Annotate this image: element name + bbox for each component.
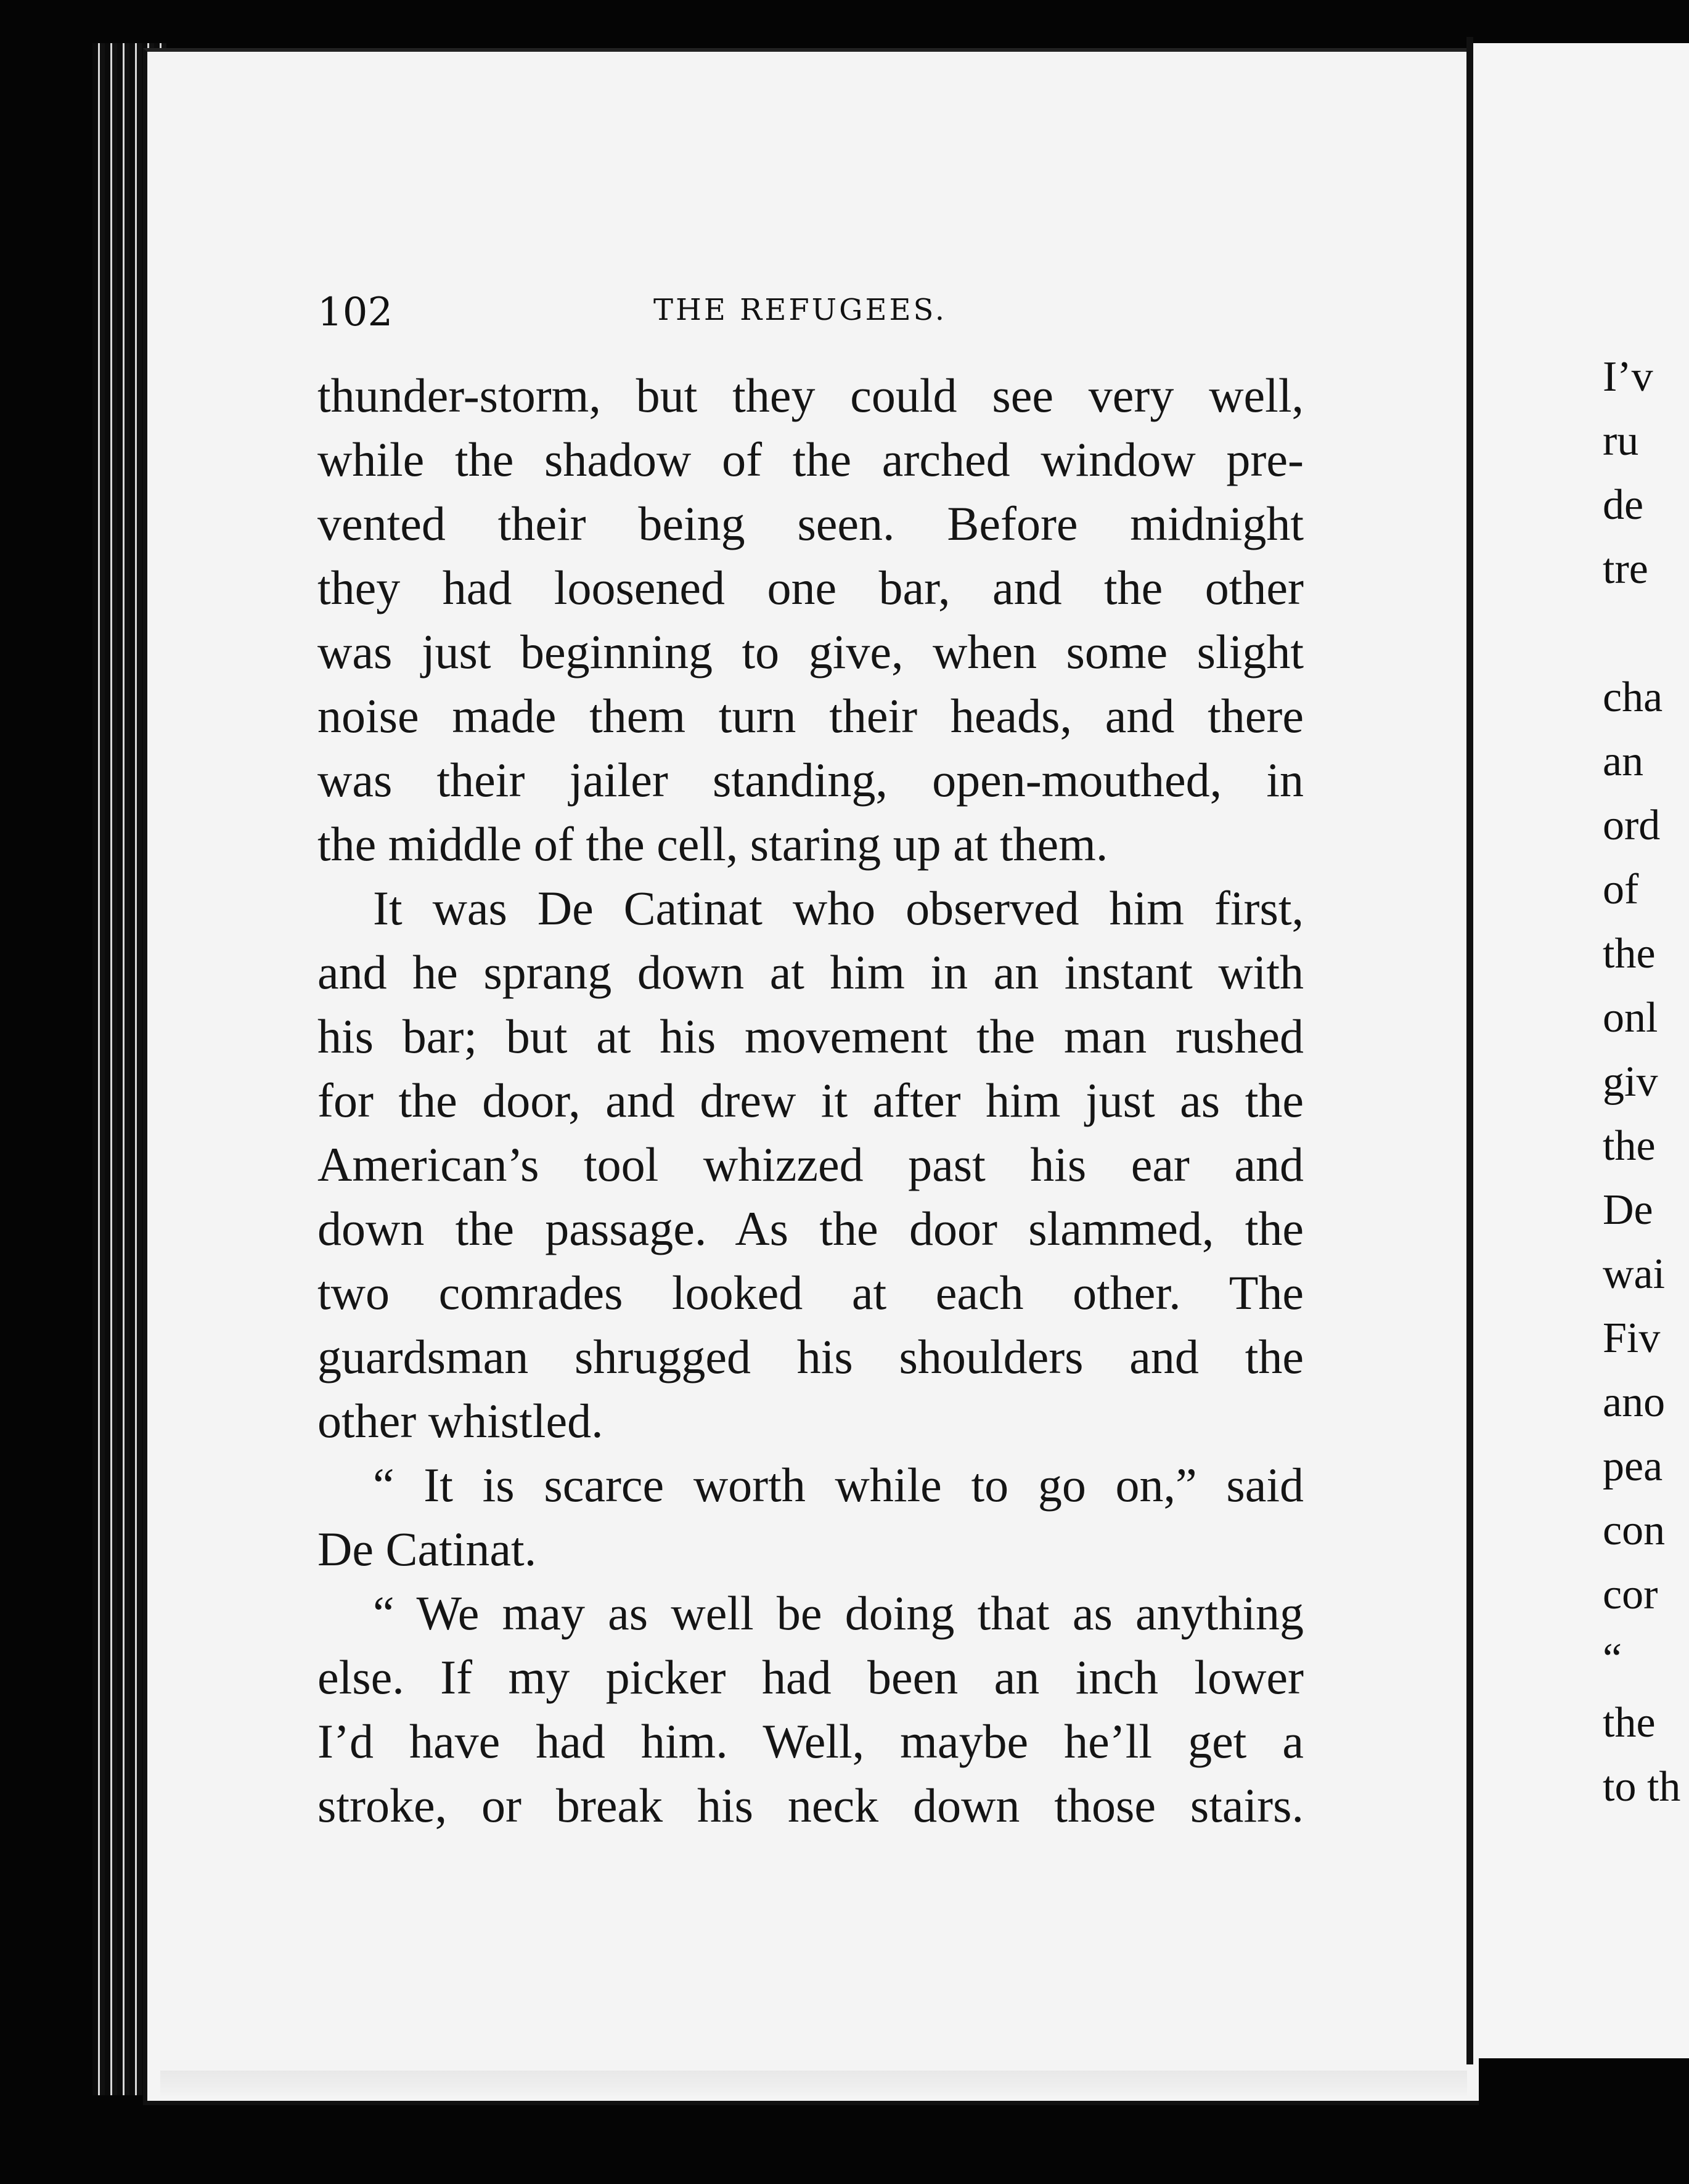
running-head [317,271,1433,345]
text-line: two comrades looked at each other. The [317,1266,1304,1319]
text-line: American’s tool whizzed past his ear and [317,1138,1304,1191]
text-line: stroke, or break his neck down those stairs. [317,1779,1304,1832]
right-text-line: ru [1603,417,1639,465]
right-page-text [1603,345,1689,1824]
right-text-line: cor [1603,1571,1658,1618]
text-line: was just beginning to give, when some slight [317,625,1304,678]
text-line: they had loosened one bar, and the other [317,561,1304,614]
right-text-line: cha [1603,674,1663,721]
page-number: 102 [317,290,393,335]
right-text-line: Fiv [1603,1314,1661,1362]
text-line: De Catinat. [317,1522,537,1576]
text-line: It was De Catinat who observed him first, [373,881,1304,935]
right-text-line: to th [1603,1763,1681,1811]
text-line: his bar; but at his movement the man rushed [317,1009,1304,1063]
right-text-line: I’v [1603,353,1653,401]
right-text-line: of [1603,866,1639,913]
right-text-line: wai [1603,1250,1666,1298]
right-text-line [1603,601,1689,666]
running-title: THE REFUGEES. [653,293,947,327]
text-line: I’d have had him. Well, maybe he’ll get a [317,1714,1304,1768]
paragraph-3 [317,1453,1304,1581]
text-line: guardsman shrugged his shoulders and the [317,1330,1304,1383]
text-line: the middle of the cell, staring up at them. [317,817,1108,871]
text-line: while the shadow of the arched window pre- [317,433,1304,486]
right-text-line: tre [1603,545,1648,593]
right-text-line: ord [1603,802,1661,849]
book-gutter [1466,37,1473,2064]
right-text-line: “ [1603,1635,1622,1682]
text-line: thunder-storm, but they could see very well, [317,369,1304,422]
right-text-line: de [1603,481,1644,529]
paragraph-2 [317,876,1304,1453]
text-line: down the passage. As the door slammed, the [317,1202,1304,1255]
text-line: other whistled. [317,1394,603,1448]
text-line: “ It is scarce worth while to go on,” said [373,1458,1304,1512]
right-text-line: pea [1603,1443,1663,1490]
text-line: else. If my picker had been an inch lower [317,1650,1304,1704]
right-text-line: onl [1603,994,1658,1041]
page-bottom-shadow [160,2071,1467,2095]
right-text-line: the [1603,930,1656,977]
right-text-line: an [1603,738,1644,785]
text-line: vented their being seen. Before midnight [317,497,1304,550]
right-text-line: the [1603,1699,1656,1746]
text-line: and he sprang down at him in an instant with [317,945,1304,999]
paragraph-4 [317,1581,1304,1838]
text-line: “ We may as well be doing that as anything [373,1586,1304,1640]
right-text-line: giv [1603,1058,1658,1106]
right-text-line: the [1603,1122,1656,1170]
text-line: for the door, and drew it after him just as the [317,1074,1304,1127]
right-text-line: De [1603,1186,1653,1234]
right-text-line: ano [1603,1379,1666,1426]
text-line: was their jailer standing, open-mouthed, in [317,753,1304,807]
text-line: noise made them turn their heads, and there [317,689,1304,743]
right-text-line: con [1603,1507,1666,1554]
main-text [317,364,1304,1880]
paragraph-1 [317,364,1304,876]
